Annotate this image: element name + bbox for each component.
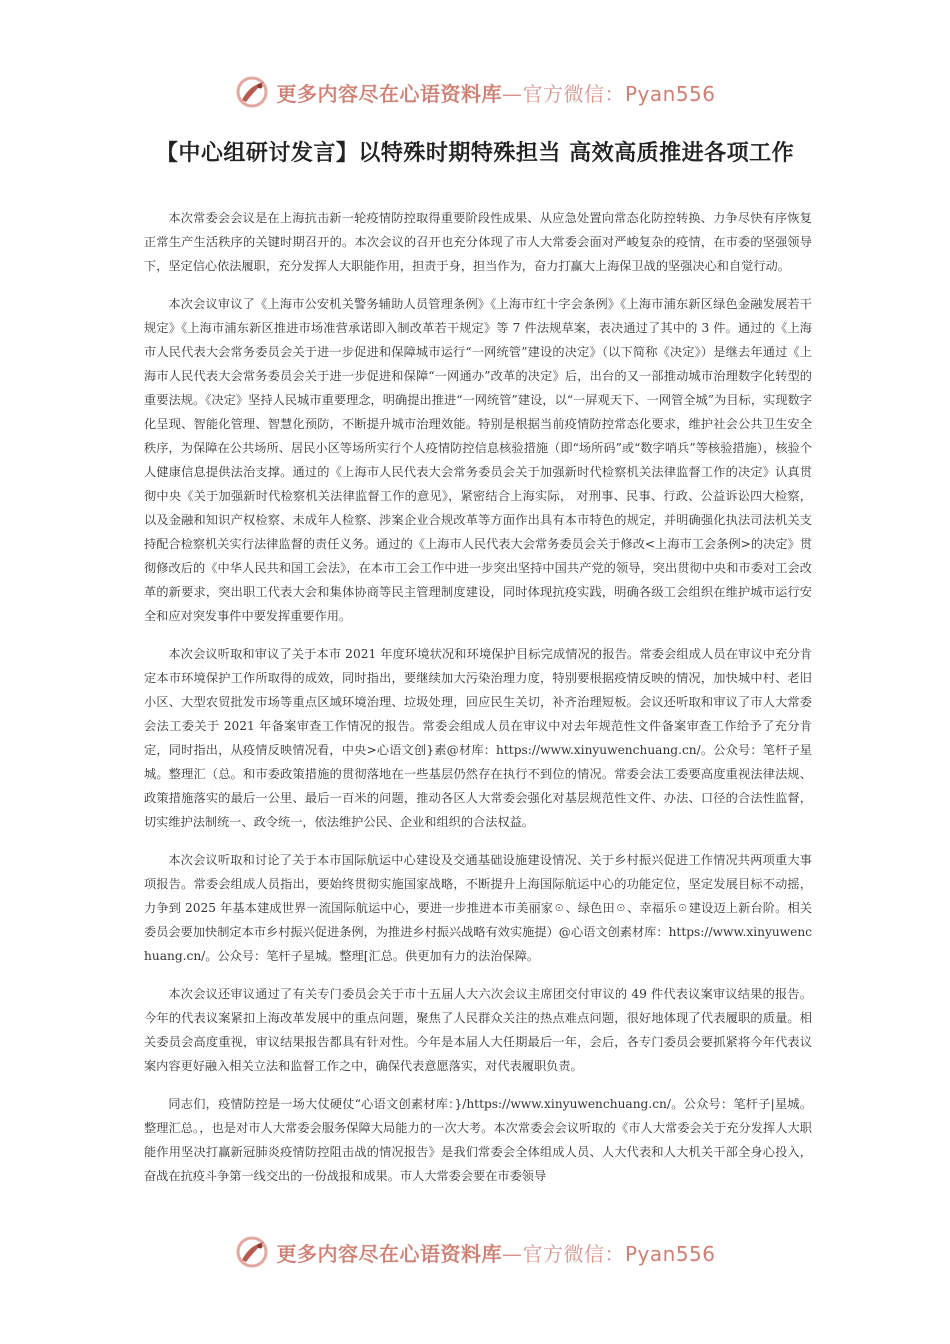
- banner-contact: 官方微信：: [522, 81, 625, 106]
- header-watermark-banner: [0, 72, 950, 112]
- document-body: [144, 206, 812, 1188]
- banner-separator: —: [501, 1241, 523, 1266]
- paragraph-3: 本次会议听取和审议了关于本市 2021 年度环境状况和环境保护目标完成情况的报告。常委会组成人员在审议中充分肯定本市环境保护工作所取得的成效，同时指出，要继续加大污染治理力度，特别要根据疫情反映的情况，加快城中村、老旧小区、大型农贸批发市场等重点区域环境治理、垃圾处理，回应民生关切，补齐治理短板。会议还听取和审议了市人大常委会法工委关于 2021 年备案审查工作情况的报告。常委会组成人员在审议中对去年规范性文件备案审查工作给予了充分肯定，同时指出，从疫情反映情况看，中央>心语文创}素@材库：https://www.xinyuwenchuang.cn/。公众号：笔杆子星城。整理汇（总。和市委政策措施的贯彻落地在一些基层仍然存在执行不到位的情况。常委会法工委要高度重视法律法规、政策措施落实的最后一公里、最后一百米的问题，推动各区人大常委会强化对基层规范性文件、办法、口径的合法性监督，切实维护法制统一、政令统一，依法维护公民、企业和组织的合法权益。: [144, 647, 812, 829]
- document-title: 【中心组研讨发言】以特殊时期特殊担当 高效高质推进各项工作: [155, 141, 795, 166]
- banner-separator: —: [501, 81, 523, 106]
- banner-contact: 官方微信：: [522, 1241, 625, 1266]
- banner-account: Pyan556: [624, 81, 716, 106]
- footer-watermark-banner: [0, 1232, 950, 1272]
- paragraph-6: 同志们，疫情防控是一场大仗硬仗“心语文创素材库：}/https://www.xinyuwenchuang.cn/。公众号：笔杆子|星城。整理汇总。，也是对市人大常委会服务保障大局能力的一次大考。本次常委会会议听取的《市人大常委会关于充分发挥人大职能作用坚决打赢新冠肺炎疫情防控阻击战的情况报告》是我们常委会全体组成人员、人大代表和人大机关干部全身心投入，奋战在抗疫斗争第一线交出的一份战报和成果。市人大常委会要在市委领导: [144, 1097, 812, 1183]
- paragraph-4: 本次会议听取和讨论了关于本市国际航运中心建设及交通基础设施建设情况、关于乡村振兴促进工作情况共两项重大事项报告。常委会组成人员指出，要始终贯彻实施国家战略，不断提升上海国际航运中心的功能定位，坚定发展目标不动摇，力争到 2025 年基本建成世界一流国际航运中心，要进一步推进本市美丽家☉、绿色田☉、幸福乐☉建设迈上新台阶。相关委员会要加快制定本市乡村振兴促进条例，为推进乡村振兴战略有效实施提）@心语文创素材库：https://www.xinyuwenchuang.cn/。公众号：笔杆子星城。整理[汇总。供更加有力的法治保障。: [144, 853, 812, 963]
- banner-text: [276, 1238, 715, 1267]
- banner-text: [276, 78, 715, 107]
- banner-brand: 更多内容尽在心语资料库: [276, 81, 502, 106]
- brush-stroke-logo-icon: [234, 74, 270, 110]
- banner-account: Pyan556: [624, 1241, 716, 1266]
- brush-stroke-logo-icon: [234, 1234, 270, 1270]
- paragraph-1: 本次常委会会议是在上海抗击新一轮疫情防控取得重要阶段性成果、从应急处置向常态化防控转换、力争尽快有序恢复正常生产生活秩序的关键时期召开的。本次会议的召开也充分体现了市人大常委会面对严峻复杂的疫情，在市委的坚强领导下，坚定信心依法履职，充分发挥人大职能作用，担责于身，担当作为，奋力打赢大上海保卫战的坚强决心和自觉行动。: [144, 211, 812, 273]
- paragraph-5: 本次会议还审议通过了有关专门委员会关于市十五届人大六次会议主席团交付审议的 49 件代表议案审议结果的报告。今年的代表议案紧扣上海改革发展中的重点问题，聚焦了人民群众关注的热点难点问题，很好地体现了代表履职的质量。相关委员会高度重视，审议结果报告都具有针对性。今年是本届人大任期最后一年，会后，各专门委员会要抓紧将今年代表议案内容更好融入相关立法和监督工作之中，确保代表意愿落实，对代表履职负责。: [144, 987, 812, 1073]
- banner-brand: 更多内容尽在心语资料库: [276, 1241, 502, 1266]
- paragraph-2: 本次会议审议了《上海市公安机关警务辅助人员管理条例》《上海市红十字会条例》《上海市浦东新区绿色金融发展若干规定》《上海市浦东新区推进市场准营承诺即入制改革若干规定》等 7 件法规草案，表决通过了其中的 3 件。通过的《上海市人民代表大会常务委员会关于进一步促进和保障城市运行“一网统管”建设的决定》（以下简称《决定》）是继去年通过《上海市人民代表大会常务委员会关于进一步促进和保障“一网通办”改革的决定》后，出台的又一部推动城市治理数字化转型的重要法规。《决定》坚持人民城市重要理念，明确提出推进“一网统管”建设，以“一屏观天下、一网管全城”为目标，实现数字化呈现、智能化管理、智慧化预防，不断提升城市治理效能。特别是根据当前疫情防控常态化要求，维护社会公共卫生安全秩序，为保障在公共场所、居民小区等场所实行个人疫情防控信息核验措施（即“场所码”或“数字哨兵”等核验措施），核验个人健康信息提供法治支撑。通过的《上海市人民代表大会常务委员会关于加强新时代检察机关法律监督工作的决定》认真贯彻中央《关于加强新时代检察机关法律监督工作的意见》，紧密结合上海实际， 对刑事、民事、行政、公益诉讼四大检察，以及金融和知识产权检察、未成年人检察、涉案企业合规改革等方面作出具有本市特色的规定，并明确强化执法司法机关支持配合检察机关实行法律监督的责任义务。通过的《上海市人民代表大会常务委员会关于修改<上海市工会条例>的决定》贯彻修改后的《中华人民共和国工会法》，在本市工会工作中进一步突出坚持中国共产党的领导，突出贯彻中央和市委对工会改革的新要求，突出职工代表大会和集体协商等民主管理制度建设，同时体现抗疫实践，明确各级工会组织在维护城市运行安全和应对突发事件中要发挥重要作用。: [144, 297, 812, 623]
